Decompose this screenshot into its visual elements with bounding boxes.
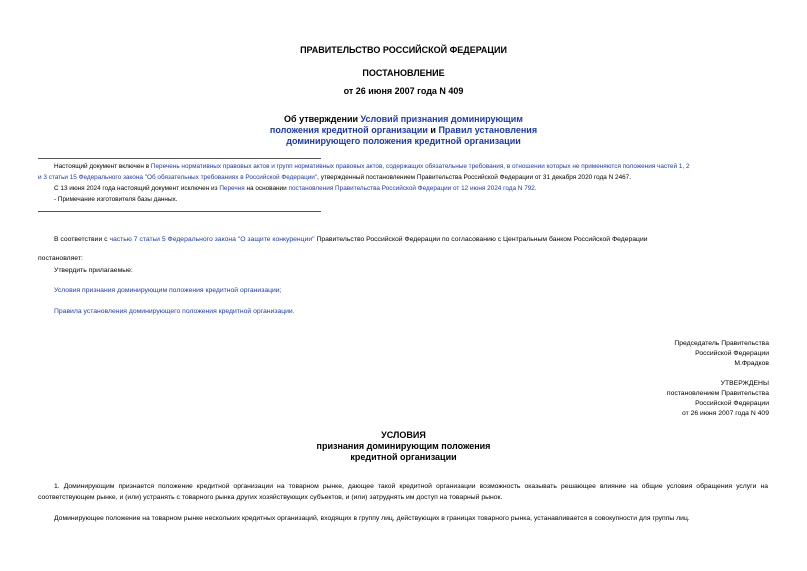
signature-block <box>674 339 769 369</box>
title-line-1 <box>0 114 807 125</box>
note-line-2 <box>38 173 631 183</box>
conditions-paragraph-1: 1. Доминирующим признается положение кредитной организации на товарном рынке, дающее такой кредитной организации возможность оказывать решающее влияние на общие условия обращения услуги на соответствующем рынке, и (или) устранять с товарного рынка других хозяйствующих субъектов, и (или) затруднять им доступ на товарный рынок. <box>38 483 768 501</box>
document-date: от 26 июня 2007 года N 409 <box>343 86 464 96</box>
signature-position: Председатель Правительства <box>674 340 769 347</box>
title-link-rules[interactable]: Правил установления <box>438 125 538 135</box>
government-name: ПРАВИТЕЛЬСТВО РОССИЙСКОЙ ФЕДЕРАЦИИ <box>300 45 507 55</box>
note-link-perechen[interactable]: Перечня <box>219 185 245 192</box>
document-title <box>0 114 807 147</box>
note-link-list[interactable]: Перечень нормативных правовых актов и групп нормативных правовых актов, содержащих обязательные требования, в отношении которых не применяются положения частей 1, 2 <box>150 163 690 170</box>
title-link-conditions-cont[interactable]: положения кредитной организации <box>269 125 428 135</box>
preamble-text-2: Правительство Российской Федерации по согласованию с Центральным банком Российской Федерации <box>314 236 648 243</box>
note-line-4: - Примечание изготовителя базы данных. <box>54 196 178 203</box>
conditions-title-1: УСЛОВИЯ <box>381 430 426 440</box>
note-top-rule <box>38 158 321 159</box>
postanovlyaet: постановляет: <box>38 255 83 262</box>
note-link-law[interactable]: и 3 статьи 15 Федерального закона "Об обязательных требованиях в Российской Федерации" <box>38 174 318 181</box>
note-text-3: С 13 июня 2024 года настоящий документ исключен из <box>54 185 220 192</box>
title-line-3 <box>0 136 807 147</box>
conditions-title-2: признания доминирующим положения <box>316 441 491 451</box>
note-text-4: на основании <box>244 185 289 192</box>
approved-block <box>667 379 769 419</box>
note-line-1 <box>54 162 690 172</box>
approved-label: УТВЕРЖДЕНЫ <box>720 380 769 387</box>
note-line-3 <box>54 184 537 194</box>
preamble-line <box>54 235 648 245</box>
signature-name: М.Фрадков <box>734 360 769 367</box>
title-link-conditions[interactable]: Условий признания доминирующим <box>360 114 523 124</box>
approved-by: постановлением Правительства <box>666 390 769 397</box>
note-text-2: , утвержденный постановлением Правительства Российской Федерации от 31 декабря 2020 года N 2467. <box>317 174 632 181</box>
title-line-2 <box>0 125 807 136</box>
conditions-title <box>0 430 807 463</box>
preamble-link-law[interactable]: частью 7 статьи 5 Федерального закона "О защите конкуренции" <box>109 236 315 243</box>
item-link-rules[interactable]: Правила установления доминирующего положения кредитной организации. <box>54 308 295 315</box>
signature-country: Российской Федерации <box>695 350 769 357</box>
title-link-rules-cont[interactable]: доминирующего положения кредитной организации <box>286 136 521 146</box>
note-text: Настоящий документ включен в <box>54 163 151 170</box>
approved-country: Российской Федерации <box>695 400 769 407</box>
title-prefix: Об утверждении <box>284 114 361 124</box>
conditions-title-3: кредитной организации <box>350 452 457 462</box>
conditions-paragraph-2: Доминирующее положение на товарном рынке нескольких кредитных организаций, входящих в группу лиц, действующих в границах товарного рынка, устанавливается в совокупности для группы лиц. <box>54 515 690 522</box>
document-type: ПОСТАНОВЛЕНИЕ <box>362 68 445 78</box>
note-bottom-rule <box>38 211 321 212</box>
note-text-5: . <box>534 185 537 192</box>
title-conjunction: и <box>427 125 439 135</box>
preamble-text-1: В соответствии с <box>54 236 110 243</box>
approve-line: Утвердить прилагаемые: <box>54 267 133 274</box>
item-link-conditions[interactable]: Условия признания доминирующим положения кредитной организации; <box>54 287 282 294</box>
note-link-resolution-792[interactable]: постановления Правительства Российской Федерации от 12 июня 2024 года N 792 <box>288 185 535 192</box>
approved-date: от 26 июня 2007 года N 409 <box>681 410 769 417</box>
